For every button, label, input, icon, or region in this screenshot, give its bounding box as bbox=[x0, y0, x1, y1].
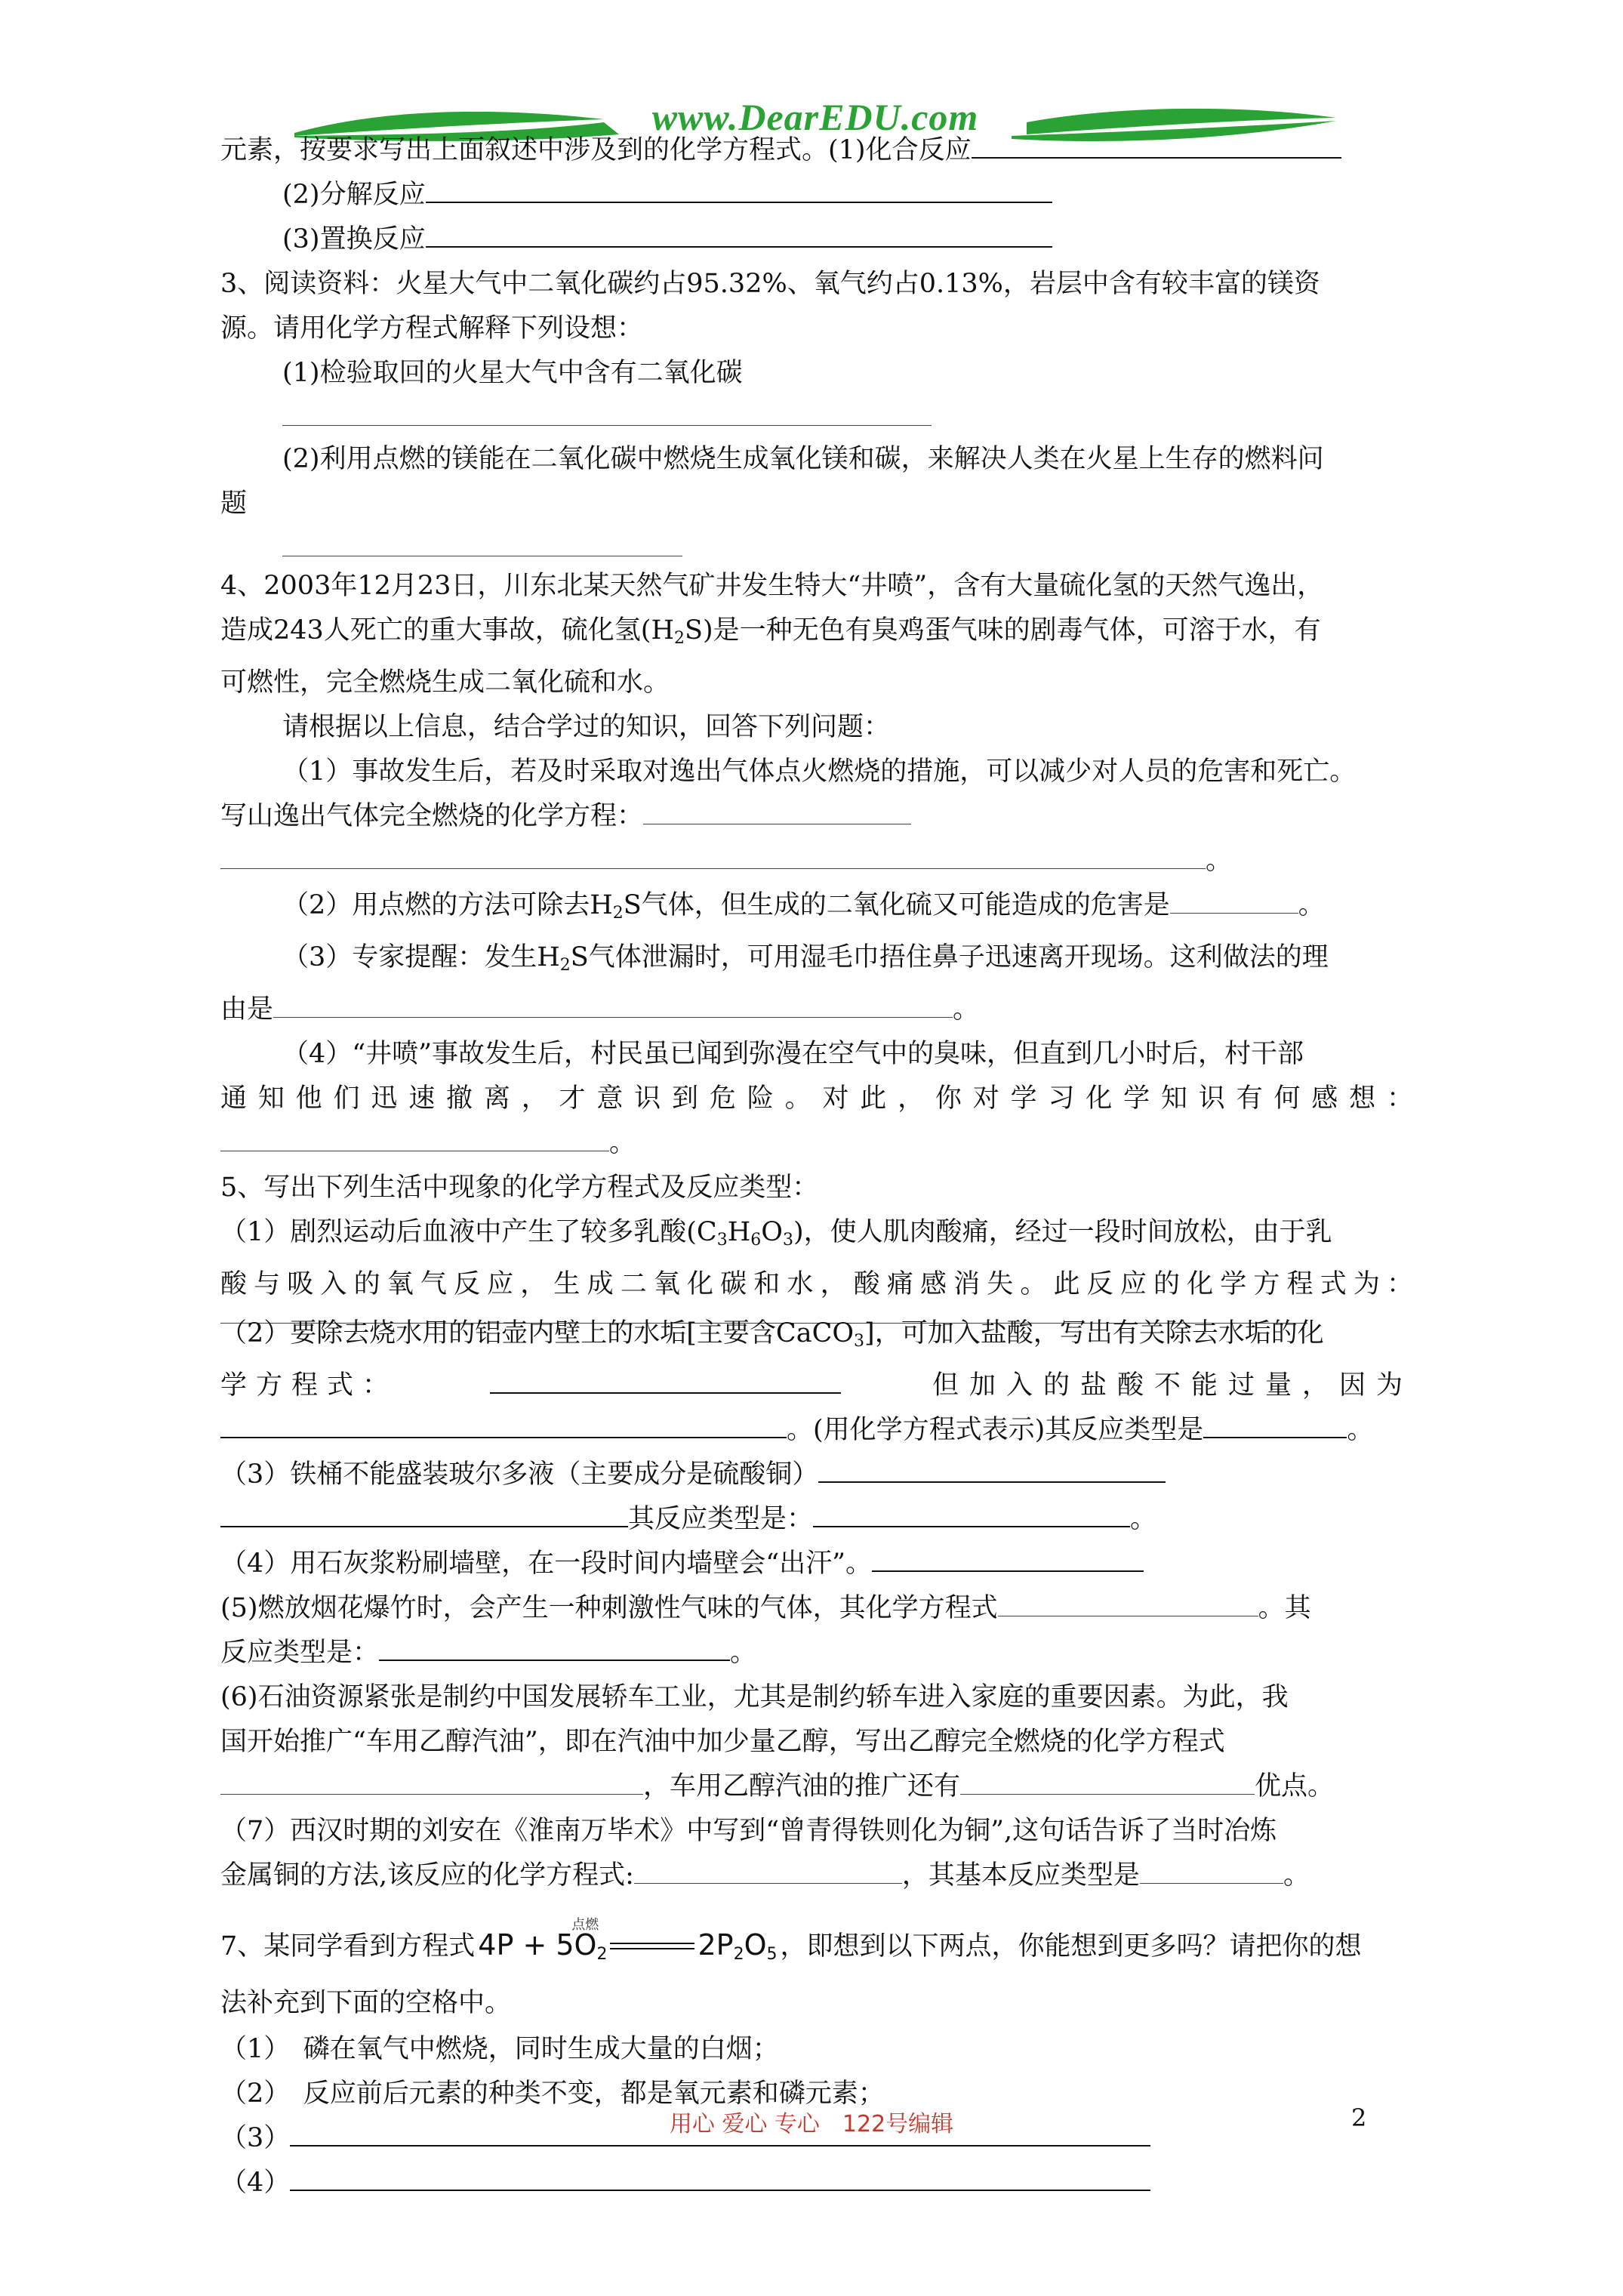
text-line: 金属铜的方法,该反应的化学方程式: ，其基本反应类型是 。 bbox=[220, 1854, 1413, 1898]
text-line: 其反应类型是： 。 bbox=[220, 1497, 1413, 1542]
question-5-title: 5、写出下列生活中现象的化学方程式及反应类型： bbox=[220, 1173, 819, 1203]
text-line bbox=[220, 1293, 1413, 1311]
text-line bbox=[220, 396, 1413, 437]
chemical-equation: $4P + 5O_2$ $2P_2O_5$ 点燃 bbox=[475, 1921, 780, 1979]
question-5-sub-2: （2）要除去烧水用的铝壶内壁上的水垢[主要含CaCO$_3$]，可加入盐酸，写出有关除去水垢的化 bbox=[220, 1318, 1324, 1351]
question-3-line: 3、阅读资料：火星大气中二氧化碳约占95.32%、氧气约占0.13%，岩层中含有较丰富的镁资 bbox=[220, 269, 1320, 299]
question-4-sub-4: （4）“井喷”事故发生后，村民虽已闻到弥漫在空气中的臭味，但直到几小时后，村干部 bbox=[282, 1039, 1304, 1069]
question-5-sub-6: (6)石油资源紧张是制约中国发展轿车工业，尤其是制约轿车进入家庭的重要因素。为此，我 bbox=[220, 1682, 1289, 1712]
question-4-line: 造成243人死亡的重大事故，硫化氢$(H_2S)$是一种无色有臭鸡蛋气味的剧毒气体，可溶于水，有 bbox=[220, 615, 1321, 648]
question-7-sub-2: （2） 反应前后元素的种类不变，都是氧元素和磷元素； bbox=[220, 2079, 885, 2109]
question-7-line: 7、某同学看到方程式 $4P + 5O_2$ $2P_2O_5$ 点燃 ，即想到以下两点，你能想到更多吗？请把你的想 bbox=[220, 1921, 1413, 1979]
answer-blank[interactable] bbox=[643, 795, 911, 824]
text-line: 元素，按要求写出上面叙述中涉及到的化学方程式。(1)化合反应 bbox=[220, 128, 1413, 173]
site-logo: www.DearEDU.com bbox=[651, 96, 979, 138]
question-4-line: 可燃性，完全燃烧生成二氧化硫和水。 bbox=[220, 667, 670, 698]
answer-blank[interactable] bbox=[426, 217, 1052, 248]
text-line: ，车用乙醇汽油的推广还有 优点。 bbox=[220, 1764, 1413, 1809]
page-number: 2 bbox=[1351, 2103, 1367, 2132]
question-4-sub-3: （3）专家提醒：发生$H_2S$气体泄漏时，可用湿毛巾捂住鼻子迅速离开现场。这利做法的理 bbox=[282, 942, 1329, 975]
question-4-sub-1: （1）事故发生后，若及时采取对逸出气体点火燃烧的措施，可以减少对人员的危害和死亡。 bbox=[282, 757, 1357, 787]
answer-blank[interactable] bbox=[998, 1587, 1258, 1616]
answer-blank[interactable] bbox=[1170, 884, 1298, 914]
answer-blank[interactable] bbox=[220, 1765, 643, 1795]
text-line: 。 bbox=[220, 1121, 1413, 1166]
text-line: 法补充到下面的空格中。 bbox=[220, 1988, 512, 2018]
question-5-sub-4: （4）用石灰浆粉刷墙壁，在一段时间内墙壁会“出汗”。 bbox=[220, 1542, 1413, 1586]
question-4-line: 请根据以上信息，结合学过的知识，回答下列问题： bbox=[282, 712, 891, 742]
footer-text: 用心 爱心 专心 122号编辑 bbox=[669, 2111, 954, 2137]
answer-blank[interactable] bbox=[972, 128, 1341, 159]
question-4-line: 4、2003年12月23日，川东北某天然气矿井发生特大“井喷”，含有大量硫化氢的天然气逸出， bbox=[220, 571, 1324, 601]
answer-blank[interactable] bbox=[220, 1497, 628, 1527]
question-5-sub-7: （7）西汉时期的刘安在《淮南万毕术》中写到“曾青得铁则化为铜”,这句话告诉了当时冶炼 bbox=[220, 1816, 1277, 1846]
answer-blank[interactable] bbox=[818, 1453, 1166, 1483]
document-body bbox=[220, 128, 1413, 2205]
answer-blank[interactable] bbox=[273, 988, 953, 1018]
answer-blank[interactable] bbox=[426, 173, 1052, 203]
text-line: 。 bbox=[220, 839, 1413, 883]
text-line: 。(用化学方程式表示)其反应类型是 。 bbox=[220, 1408, 1413, 1453]
text-line: 由是 。 bbox=[220, 988, 1413, 1032]
answer-blank[interactable] bbox=[220, 1122, 609, 1151]
question-7-sub-4: （4） bbox=[220, 2161, 1413, 2205]
text-line: 反应类型是： 。 bbox=[220, 1631, 1413, 1675]
question-3-sub-2: (2)利用点燃的镁能在二氧化碳中燃烧生成氧化镁和碳，来解决人类在火星上生存的燃料问 bbox=[282, 444, 1324, 474]
text-line: 酸与吸入的氧气反应，生成二氧化碳和水，酸痛感消失。此反应的化学方程式为： bbox=[220, 1269, 1413, 1299]
answer-blank[interactable] bbox=[220, 1408, 787, 1438]
answer-blank[interactable] bbox=[872, 1542, 1144, 1572]
answer-blank[interactable] bbox=[282, 542, 682, 556]
answer-blank[interactable] bbox=[634, 1854, 902, 1884]
answer-blank[interactable] bbox=[220, 840, 1206, 869]
question-5-sub-3: （3）铁桶不能盛装玻尔多液（主要成分是硫酸铜） bbox=[220, 1453, 1413, 1497]
question-4-sub-2: （2）用点燃的方法可除去$H_2S$气体，但生成的二氧化硫又可能造成的危害是 。 bbox=[220, 883, 1413, 935]
answer-blank[interactable] bbox=[490, 1364, 841, 1394]
text-line: 国开始推广“车用乙醇汽油”，即在汽油中加少量乙醇，写出乙醇完全燃烧的化学方程式 bbox=[220, 1727, 1225, 1757]
text-line: (3)置换反应 bbox=[220, 217, 1413, 262]
answer-blank[interactable] bbox=[290, 2161, 1150, 2191]
question-3-line: 源。请用化学方程式解释下列设想： bbox=[220, 313, 644, 344]
text-line: 题 bbox=[220, 488, 248, 519]
text-line: (2)分解反应 bbox=[220, 173, 1413, 217]
question-5-sub-1: （1）剧烈运动后血液中产生了较多乳酸$(C_3H_6O_3)$，使人肌肉酸痛，经过一段时间放松，由于乳 bbox=[220, 1217, 1332, 1250]
answer-blank[interactable] bbox=[1140, 1854, 1283, 1884]
text-line: 学方程式： 但加入的盐酸不能过量，因为 bbox=[220, 1364, 1413, 1408]
question-5-sub-5: (5)燃放烟花爆竹时，会产生一种刺激性气味的气体，其化学方程式 。其 bbox=[220, 1586, 1413, 1631]
question-3-sub-1: (1)检验取回的火星大气中含有二氧化碳 bbox=[282, 358, 743, 388]
question-7-sub-3: （3） bbox=[220, 2116, 1413, 2161]
text-line bbox=[220, 526, 1413, 564]
answer-blank[interactable] bbox=[813, 1497, 1130, 1527]
question-7-sub-1: （1） 磷在氧气中燃烧，同时生成大量的白烟； bbox=[220, 2034, 779, 2064]
text-line: 写山逸出气体完全燃烧的化学方程： bbox=[220, 794, 1413, 839]
reaction-condition: 点燃 bbox=[571, 1917, 599, 1933]
text-line: 通知他们迅速撤离，才意识到危险。对此，你对学习化学知识有何感想： bbox=[220, 1083, 1413, 1114]
answer-blank[interactable] bbox=[960, 1765, 1255, 1795]
answer-blank[interactable] bbox=[282, 407, 932, 426]
answer-blank[interactable] bbox=[1203, 1408, 1347, 1438]
answer-blank[interactable] bbox=[379, 1631, 730, 1661]
